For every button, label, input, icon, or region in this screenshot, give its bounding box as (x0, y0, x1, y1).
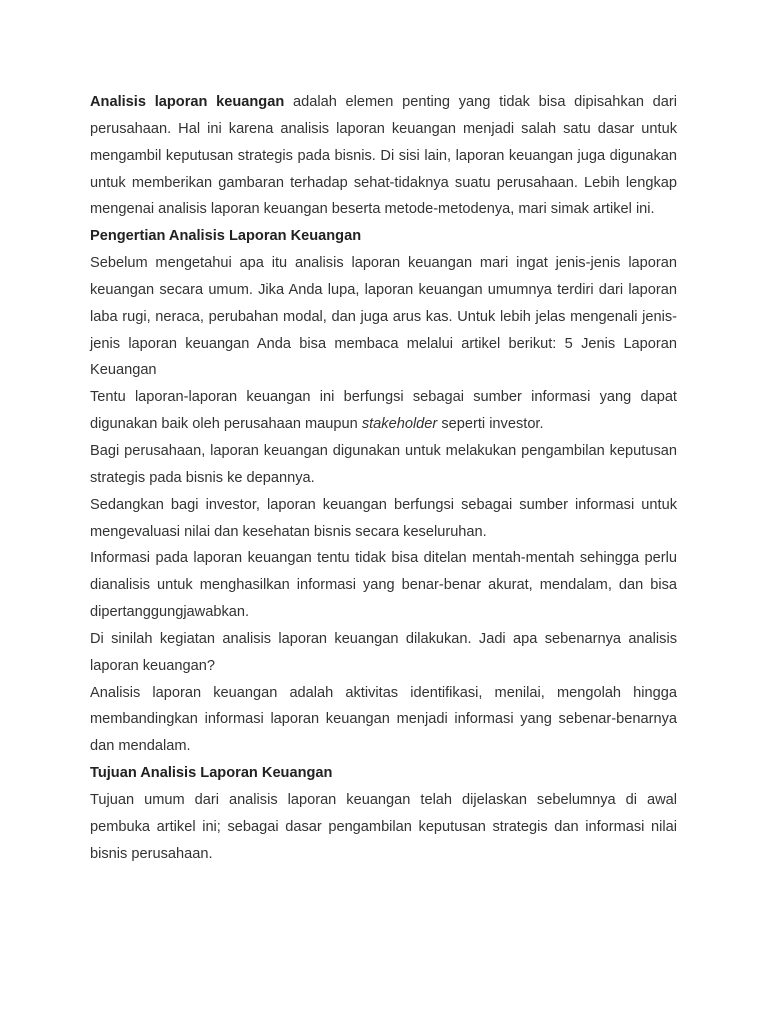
paragraph-dianalisis: Informasi pada laporan keuangan tentu tidak bisa ditelan mentah-mentah sehingga perlu dianalisis untuk menghasilkan informasi yang benar-benar akurat, mendalam, dan bisa dipertanggungjawabkan. (90, 550, 677, 621)
intro-lead-bold: Analisis laporan keuangan (90, 94, 285, 110)
section-heading-tujuan: Tujuan Analisis Laporan Keuangan (90, 765, 333, 782)
paragraph-bagi-investor: Sedangkan bagi investor, laporan keuangan berfungsi sebagai sumber informasi untuk mengevaluasi nilai dan kesehatan bisnis secara keseluruhan. (90, 496, 677, 540)
paragraph-bagi-perusahaan: Bagi perusahaan, laporan keuangan digunakan untuk melakukan pengambilan keputusan strategis pada bisnis ke depannya. (90, 442, 677, 486)
paragraph-tujuan: Tujuan umum dari analisis laporan keuangan telah dijelaskan sebelumnya di awal pembuka artikel ini; sebagai dasar pengambilan keputusan strategis dan informasi nilai bisnis perusahaan. (90, 791, 677, 862)
paragraph-sumber-informasi (90, 384, 677, 438)
section-heading-pengertian: Pengertian Analisis Laporan Keuangan (90, 228, 362, 245)
italic-term-stakeholder: stakeholder (361, 416, 438, 433)
paragraph-text: Tentu laporan-laporan keuangan ini berfungsi sebagai sumber informasi yang dapat digunakan baik oleh perusahaan maupun (90, 389, 677, 433)
intro-text: adalah elemen penting yang tidak bisa dipisahkan dari perusahaan. Hal ini karena analisis laporan keuangan menjadi salah satu dasar untuk mengambil keputusan strategis pada bisnis. Di sisi lain, laporan keuangan juga digunakan untuk memberikan gambaran terhadap sehat-tidaknya suatu perusahaan. Lebih lengkap mengenai analisis laporan keuangan beserta metode-metodenya, mari simak artikel ini. (90, 94, 677, 218)
paragraph-pertanyaan: Di sinilah kegiatan analisis laporan keuangan dilakukan. Jadi apa sebenarnya analisis laporan keuangan? (90, 630, 677, 674)
paragraph-jenis-laporan: Sebelum mengetahui apa itu analisis laporan keuangan mari ingat jenis-jenis laporan keuangan secara umum. Jika Anda lupa, laporan keuangan umumnya terdiri dari laporan laba rugi, neraca, perubahan modal, dan juga arus kas. Untuk lebih jelas mengenali jenis-jenis laporan keuangan Anda bisa membaca melalui artikel berikut: 5 Jenis Laporan Keuangan (90, 255, 677, 379)
document-page (90, 89, 677, 867)
paragraph-definisi: Analisis laporan keuangan adalah aktivitas identifikasi, menilai, mengolah hingga membandingkan informasi laporan keuangan menjadi informasi yang sebenar-benarnya dan mendalam. (90, 684, 677, 755)
paragraph-text: seperti investor. (437, 416, 544, 433)
intro-paragraph (90, 89, 677, 223)
